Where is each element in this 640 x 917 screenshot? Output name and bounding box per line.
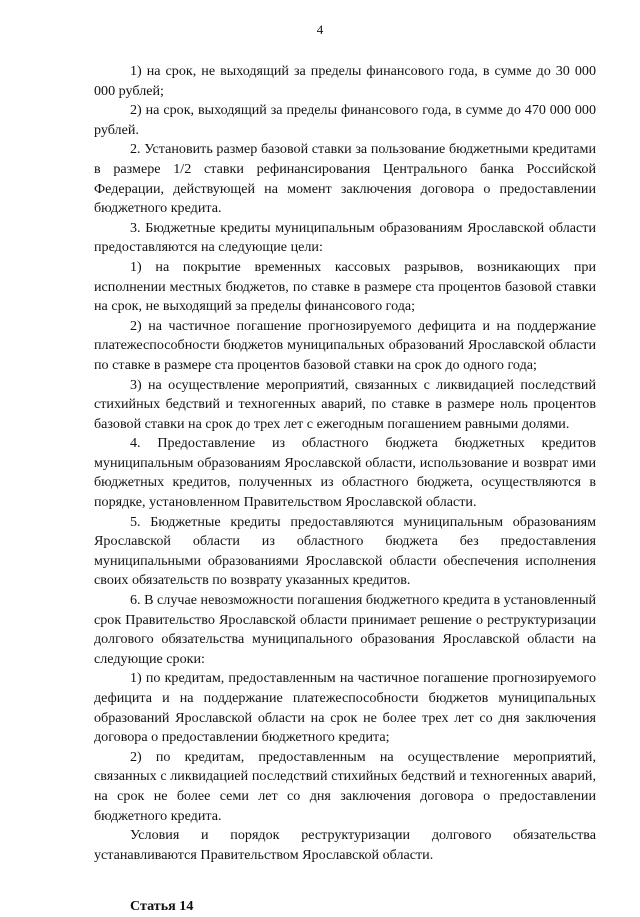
- paragraph-clause-6-item-1: 1) по кредитам, предоставленным на частичное погашение прогнозируемого дефицита и на поддержание платежеспособности бюджетов муниципальных образований Ярославской области на срок не более трех лет со дня заключения договора о предоставлении бюджетного кредита;: [94, 670, 596, 746]
- paragraph-clause-6-item-2: 2) по кредитам, предоставленным на осуществление мероприятий, связанных с ликвидацией последствий стихийных бедствий и техногенных аварий, на срок не более семи лет со дня заключения договора о предоставлении бюджетного кредита.: [94, 748, 596, 824]
- section-spacer: [94, 865, 596, 897]
- paragraph-item-1: 1) на срок, не выходящий за пределы финансового года, в сумме до 30 000 000 рублей;: [94, 63, 596, 99]
- article-heading: Статья 14: [130, 898, 194, 915]
- paragraph-item-2: 2) на срок, выходящий за пределы финансового года, в сумме до 470 000 000 рублей.: [94, 102, 596, 138]
- paragraph-clause-3-item-3: 3) на осуществление мероприятий, связанных с ликвидацией последствий стихийных бедствий и техногенных аварий, по ставке в размере ноль процентов базовой ставки на срок до трех лет с ежегодным погашением равными долями.: [94, 376, 596, 432]
- document-body: [94, 62, 596, 917]
- paragraph-clause-5: 5. Бюджетные кредиты предоставляются муниципальным образованиям Ярославской области из областного бюджета без предоставления муниципальными образованиями Ярославской области обеспечения исполнения своих обязательств по возврату указанных кредитов.: [94, 513, 596, 589]
- paragraph-clause-2: 2. Установить размер базовой ставки за пользование бюджетными кредитами в размере 1/2 ставки рефинансирования Центрального банка Российской Федерации, действующей на момент заключения договора о предоставлении бюджетного кредита.: [94, 141, 596, 217]
- paragraph-clause-4: 4. Предоставление из областного бюджета бюджетных кредитов муниципальным образованиям Ярославской области, использование и возврат ими бюджетных кредитов, полученных из областного бюджета, осуществляются в порядке, установленном Правительством Ярославской области.: [94, 435, 596, 511]
- paragraph-clause-3: 3. Бюджетные кредиты муниципальным образованиям Ярославской области предоставляются на следующие цели:: [94, 219, 596, 256]
- paragraph-clause-3-item-1: 1) на покрытие временных кассовых разрывов, возникающих при исполнении местных бюджетов, по ставке в размере ста процентов базовой ставки на срок, не выходящий за пределы финансового года;: [94, 258, 596, 315]
- paragraph-restructuring-conditions: Условия и порядок реструктуризации долгового обязательства устанавливаются Правительством Ярославской области.: [94, 827, 596, 863]
- paragraph-clause-6: 6. В случае невозможности погашения бюджетного кредита в установленный срок Правительство Ярославской области принимает решение о реструктуризации долгового обязательства муниципального образования Ярославской области на следующие сроки:: [94, 592, 596, 667]
- paragraph-clause-3-item-2: 2) на частичное погашение прогнозируемого дефицита и на поддержание платежеспособности бюджетов муниципальных образований Ярославской области по ставке в размере ста процентов базовой ставки на срок до одного года;: [94, 317, 596, 373]
- page-number: 4: [316, 22, 324, 37]
